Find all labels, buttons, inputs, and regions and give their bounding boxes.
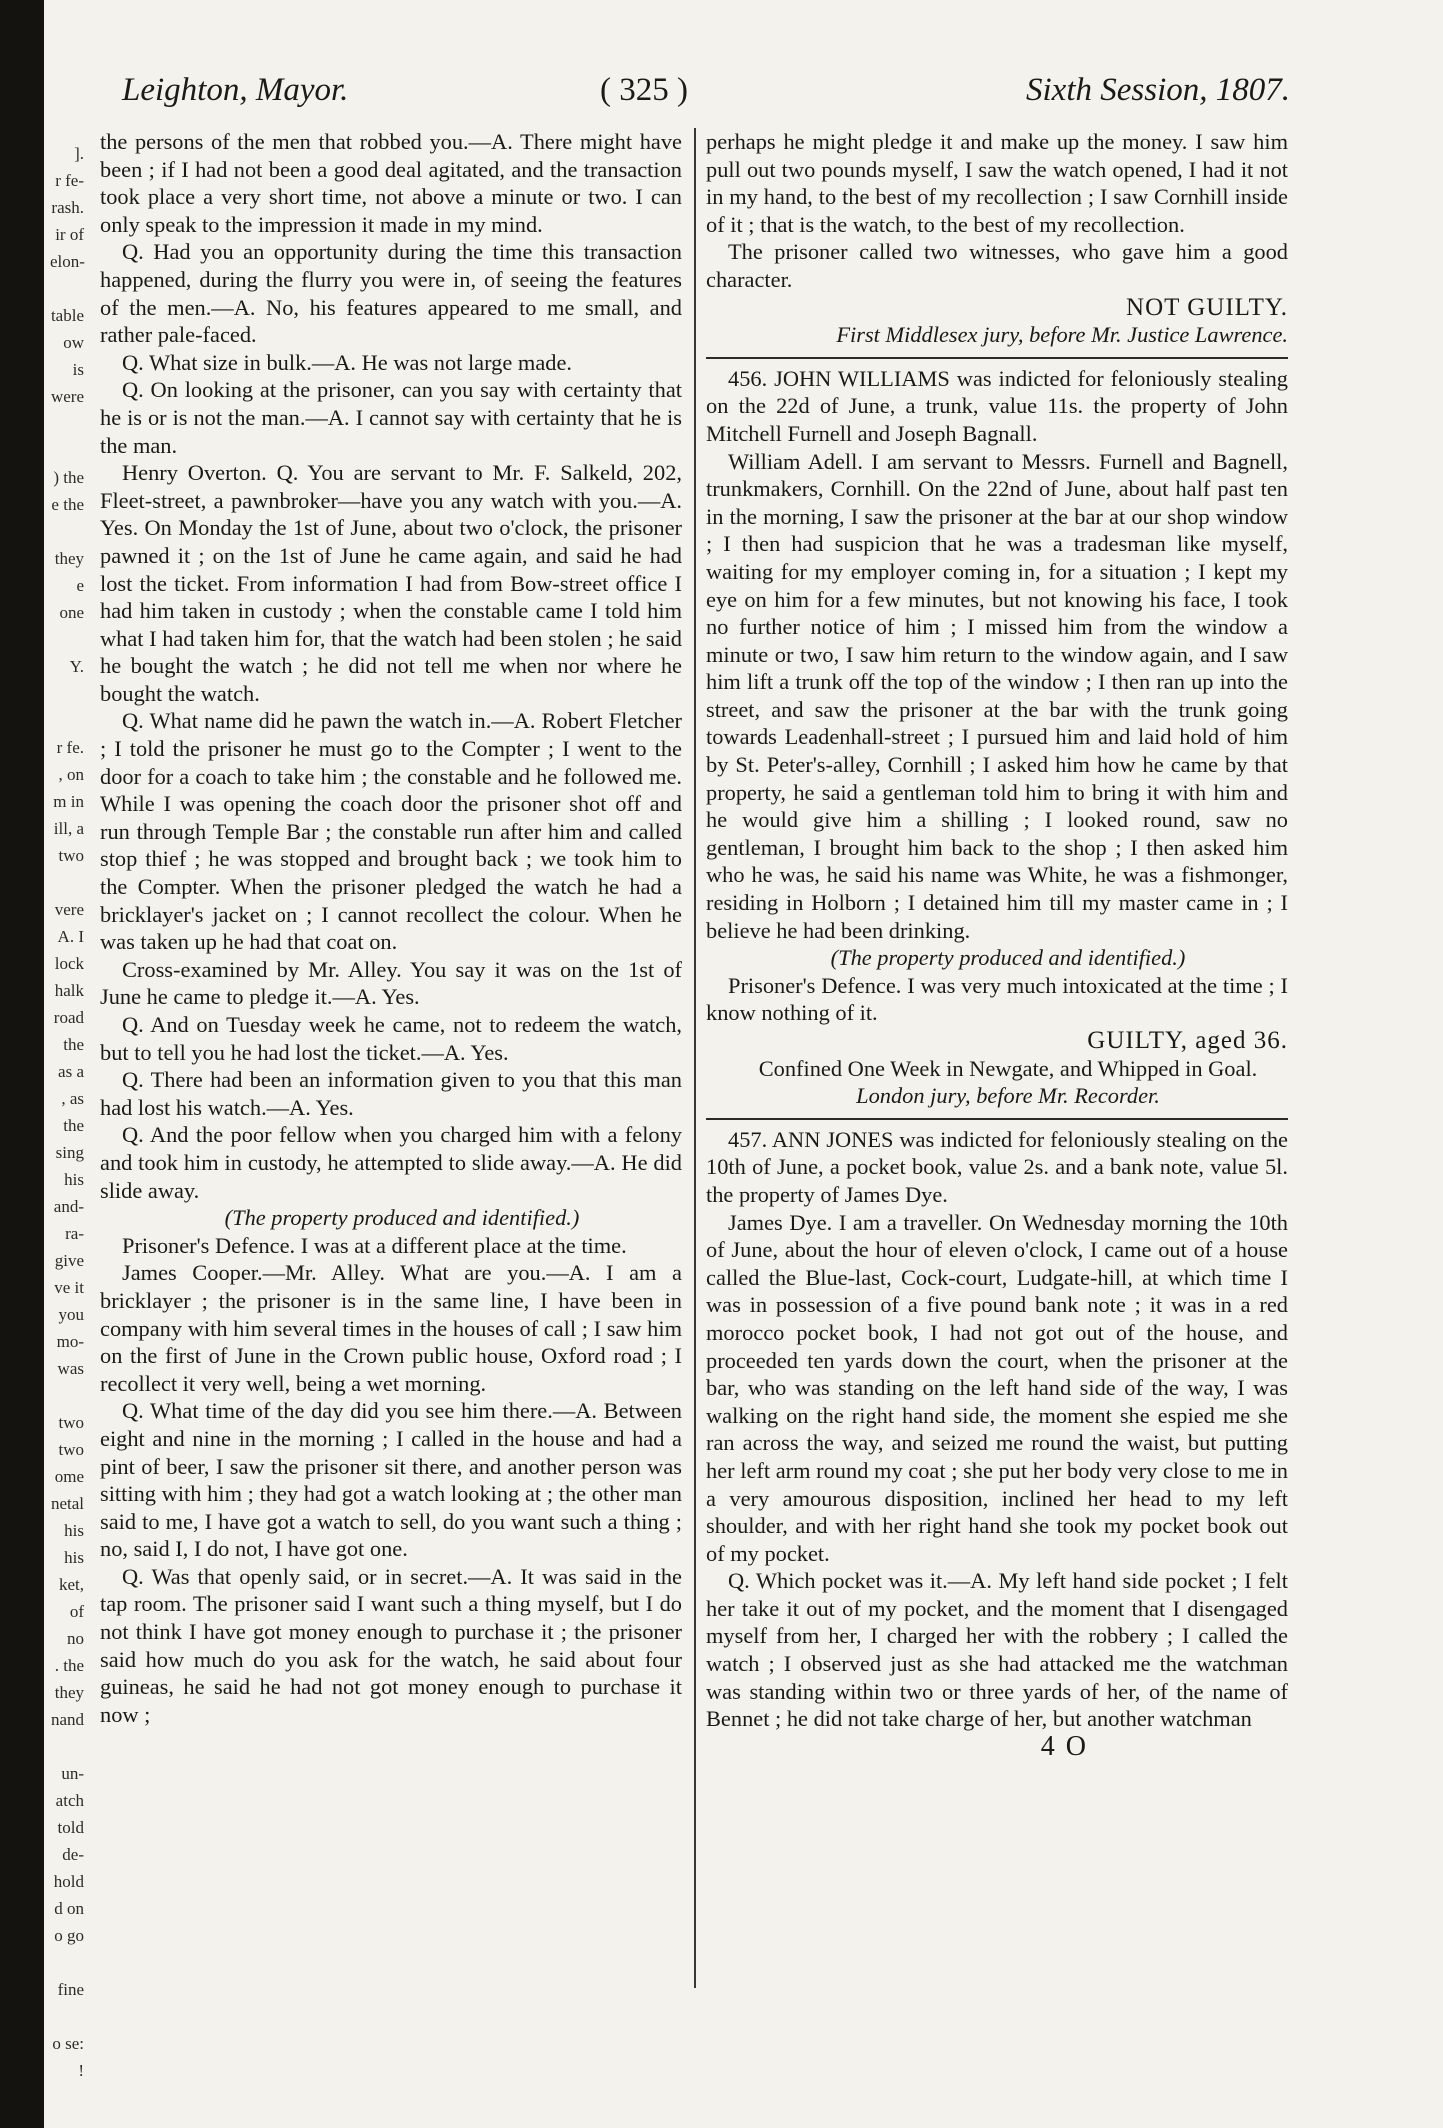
paragraph: Q. And the poor fellow when you charged him with a felony and took him in custody, he attempted to slide away.—A. He did slide away. <box>100 1122 682 1203</box>
bleed-fragment: de- <box>62 1845 84 1864</box>
bleed-fragment: told <box>57 1818 84 1837</box>
case-divider <box>706 357 1288 359</box>
bleed-fragment: give <box>54 1251 84 1270</box>
page-number: ( 325 ) <box>600 72 688 108</box>
bleed-fragment: hold <box>53 1872 84 1891</box>
right-column <box>706 128 1288 1760</box>
paragraph: James Dye. I am a traveller. On Wednesday morning the 10th of June, about the hour of eleven o'clock, I came out of a house called the Blue-last, Cock-court, Ludgate-hill, at which time I was in possession of a five pound bank note ; it was in a red morocco pocket book, I had not got out of the house, and proceeded ten yards down the court, when the prisoner at the bar, who was standing on the left hand side of the way, I was walking on the right hand side, the moment she espied me she ran across the way, and seized me round the waist, but putting her left arm round my coat ; she put her body very close to me in a very amourous disposition, inclined her head to my left shoulder, and with her right hand she took my pocket book out of my pocket. <box>706 1209 1288 1566</box>
bleed-fragment: of no <box>67 1602 84 1648</box>
page-header <box>110 62 1290 122</box>
annotation: (The property produced and identified.) <box>224 1205 580 1231</box>
bleed-fragment: , as <box>61 1089 84 1108</box>
paragraph: 456. JOHN WILLIAMS was indicted for feloniously stealing on the 22d of June, a trunk, value 11s. the property of John Mitchell Furnell and Joseph Bagnall. <box>706 365 1288 446</box>
bleed-fragment <box>50 707 84 734</box>
left-column <box>100 128 682 1728</box>
bleed-fragment: elon- <box>50 252 85 271</box>
bleed-fragment: netal <box>50 1494 84 1513</box>
bleed-fragment: ow is <box>63 333 84 379</box>
bleed-fragment: rash. <box>51 198 84 217</box>
bleed-fragment: were <box>50 387 84 406</box>
bleed-fragment: d on <box>54 1899 84 1918</box>
bleed-fragment: his <box>64 1170 84 1189</box>
bleed-fragment: e one <box>59 576 84 622</box>
bleed-fragment <box>50 1733 84 1760</box>
paragraph: William Adell. I am servant to Messrs. Furnell and Bagnell, trunkmakers, Cornhill. On the 22nd of June, about half past ten in the morning, I saw the prisoner at the bar at our shop window ; I then had suspicion that he was a tradesman like myself, waiting for my employer coming in, for a situation ; I kept my eye on him for a few minutes, but not knowing his face, I took no further notice of him ; I missed him from the window a minute or two, I saw him return to the window again, and I saw him lift a trunk off the top of the window ; I then ran up into the street, and saw the prisoner at the bar with the trunk going towards Leadenhall-street ; I pursued him and laid hold of him by St. Peter's-alley, Cornhill ; I asked him how he came by that property, he said a gentleman told him to bring it with him and he would give him a shilling ; I looked round, saw no gentleman, I brought him back to the shop ; I then asked him who he was, he said his name was White, he was a fishmonger, residing in Holborn ; I detained him till my master came in ; I believe he had been drinking. <box>706 448 1288 943</box>
paragraph: Cross-examined by Mr. Alley. You say it was on the 1st of June he came to pledge it.—A. Yes. <box>100 956 682 1010</box>
paragraph: Q. On looking at the prisoner, can you say with certainty that he is or is not the man.—A. I cannot say with certainty that he is the man. <box>100 377 682 458</box>
bleed-fragment: un- <box>61 1764 84 1783</box>
bleed-fragment <box>50 410 84 437</box>
paragraph: The prisoner called two witnesses, who gave him a good character. <box>706 239 1288 292</box>
paragraph: 457. ANN JONES was indicted for feloniously stealing on the 10th of June, a pocket book, value 2s. and a bank note, value 5l. the property of James Dye. <box>706 1126 1288 1207</box>
bleed-fragment: the <box>63 1116 84 1135</box>
bleed-fragment: you <box>58 1305 84 1324</box>
court-note: First Middlesex jury, before Mr. Justice Lawrence. <box>836 322 1288 348</box>
bleed-fragment: ill, a <box>53 819 84 838</box>
bleed-fragment: r fe- <box>55 171 84 190</box>
bleed-fragment: as a <box>58 1062 84 1081</box>
bleed-fragment: fine <box>57 1980 84 1999</box>
bleed-fragment: two <box>58 1413 84 1432</box>
bleed-fragment: , on <box>58 765 84 784</box>
bleed-fragment: and- <box>53 1197 84 1216</box>
verdict: GUILTY, aged 36. <box>1087 1027 1288 1054</box>
bleed-fragment: sing <box>55 1143 84 1162</box>
bleed-fragment: nand <box>50 1710 84 1729</box>
bleed-fragment <box>50 2003 84 2030</box>
bleed-fragment: was <box>57 1359 84 1378</box>
bleed-fragment: ra- <box>65 1224 84 1243</box>
bleed-fragment: o go <box>54 1926 84 1945</box>
bleed-fragment <box>50 626 84 653</box>
bleed-fragment: halk <box>54 981 84 1000</box>
paragraph: Q. Which pocket was it.—A. My left hand side pocket ; I felt her take it out of my pocket, and the moment that I disengaged myself from her, I charged her with the robbery ; I called the watch ; I observed just as she had attacked me the watchman was standing within two or three yards of her, of the name of Bennet ; he did not take charge of her, but another watchman <box>706 1568 1288 1732</box>
header-session: Sixth Session, 1807. <box>1026 72 1290 108</box>
bleed-fragment: m in <box>53 792 84 811</box>
bleed-fragment: ) the <box>53 468 84 487</box>
paragraph: Prisoner's Defence. I was very much intoxicated at the time ; I know nothing of it. <box>706 972 1288 1026</box>
bleed-fragment: his <box>64 1521 84 1540</box>
header-mayor: Leighton, Mayor. <box>122 72 349 108</box>
bleed-fragment: they <box>54 549 84 568</box>
bleed-fragment <box>50 275 84 302</box>
annotation: (The property produced and identified.) <box>830 945 1186 971</box>
paragraph: Prisoner's Defence. I was at a different place at the time. <box>122 1232 627 1258</box>
bleed-fragment: ! <box>78 2061 84 2080</box>
bleed-fragment <box>50 1382 84 1409</box>
bleed-fragment: ]. <box>74 144 84 163</box>
bleed-fragment: two <box>58 1440 84 1459</box>
paragraph: James Cooper.—Mr. Alley. What are you.—A. I am a bricklayer ; the prisoner is in the same line, I have been in company with him several times in the houses of call ; I saw him on the first of June in the Crown public house, Oxford road ; I recollect it very well, being a wet morning. <box>100 1260 682 1396</box>
adjacent-page-bleed <box>50 140 85 2080</box>
verdict: NOT GUILTY. <box>1126 293 1288 321</box>
column-divider <box>694 128 696 1988</box>
bleed-fragment: mo- <box>56 1332 84 1351</box>
bleed-fragment: the <box>63 1035 84 1054</box>
court-note: London jury, before Mr. Recorder. <box>856 1083 1160 1109</box>
paragraph: Q. What time of the day did you see him there.—A. Between eight and nine in the morning ; I called in the house and had a pint of beer, I saw the prisoner sit there, and another person was sitting with him ; they had got a watch looking at ; the other man said to me, I have got a watch to sell, do you want such a thing ; no, said I, I do not, I have got one. <box>100 1398 682 1562</box>
bleed-fragment: r fe. <box>56 738 84 757</box>
bleed-fragment: . the <box>54 1656 84 1675</box>
bleed-fragment: atch <box>55 1791 84 1810</box>
sentence: Confined One Week in Newgate, and Whipped in Goal. <box>758 1055 1258 1081</box>
bleed-fragment: they <box>54 1683 84 1702</box>
bleed-fragment <box>50 869 84 896</box>
bleed-fragment <box>50 518 84 545</box>
bleed-fragment: o se: <box>52 2034 84 2053</box>
paragraph: Q. And on Tuesday week he came, not to redeem the watch, but to tell you he had lost the ticket.—A. Yes. <box>100 1012 682 1065</box>
bleed-fragment: two <box>58 846 84 865</box>
bleed-fragment: vere <box>54 900 84 919</box>
bleed-fragment <box>50 437 84 464</box>
paragraph: Q. What name did he pawn the watch in.—A. Robert Fletcher ; I told the prisoner he must go to the Compter ; I went to the door for a coach to take him ; the constable and he followed me. While I was opening the coach door the prisoner shot off and run through Temple Bar ; the constable run after him and called stop thief ; he was stopped and brought back ; we took him to the Compter. When the prisoner pledged the watch he had a bricklayer's jacket on ; I cannot recollect the colour. When he was taken up he had that coat on. <box>100 708 682 955</box>
signature-mark: 4 O <box>1040 1730 1088 1762</box>
bleed-fragment <box>50 680 84 707</box>
bleed-fragment: his <box>64 1548 84 1567</box>
bleed-fragment: road <box>53 1008 84 1027</box>
bleed-fragment: lock <box>54 954 84 973</box>
paragraph: Q. What size in bulk.—A. He was not large made. <box>122 349 572 375</box>
bleed-fragment: Y. <box>69 657 84 676</box>
case-divider <box>706 1118 1288 1120</box>
bleed-fragment: ket, <box>58 1575 84 1594</box>
bleed-fragment: A. I <box>57 927 84 946</box>
paragraph: perhaps he might pledge it and make up the money. I saw him pull out two pounds myself, I saw the watch opened, I had it not in my hand, to the best of my recollection ; I saw Cornhill inside of it ; that is the watch, to the best of my recollection. <box>706 129 1288 237</box>
bleed-fragment: table <box>50 306 84 325</box>
bleed-fragment: ome <box>54 1467 84 1486</box>
bleed-fragment: ve it <box>54 1278 84 1297</box>
book-spine <box>0 0 44 2128</box>
paragraph: Q. Was that openly said, or in secret.—A. It was said in the tap room. The prisoner said I want such a thing myself, but I do not think I have got money enough to purchase it ; the prisoner said how much do you ask for the watch, he said about four guineas, he said he had not got money enough to purchase it now ; <box>100 1563 682 1727</box>
paragraph: Henry Overton. Q. You are servant to Mr. F. Salkeld, 202, Fleet-street, a pawnbroker—have you any watch with you.—A. Yes. On Monday the 1st of June, about two o'clock, the prisoner pawned it ; on the 1st of June he came again, and said he had lost the ticket. From information I had from Bow-street office I had him taken in custody ; when the constable came I told him what I had taken him for, that the watch had been stolen ; he said he bought the watch ; he did not tell me when nor where he bought the watch. <box>100 460 682 706</box>
bleed-fragment <box>50 1949 84 1976</box>
paragraph: Q. There had been an information given to you that this man had lost his watch.—A. Yes. <box>100 1067 682 1120</box>
paragraph: the persons of the men that robbed you.—A. There might have been ; if I had not been a good deal agitated, and the transaction took place a very short time, not above a minute or two. I can only speak to the impression it made in my mind. <box>100 129 682 237</box>
paragraph: Q. Had you an opportunity during the time this transaction happened, during the flurry you were in, of seeing the features of the men.—A. No, his features appeared to me small, and rather pale-faced. <box>100 239 682 348</box>
bleed-fragment: ir of <box>55 225 84 244</box>
bleed-fragment: e the <box>51 495 84 514</box>
